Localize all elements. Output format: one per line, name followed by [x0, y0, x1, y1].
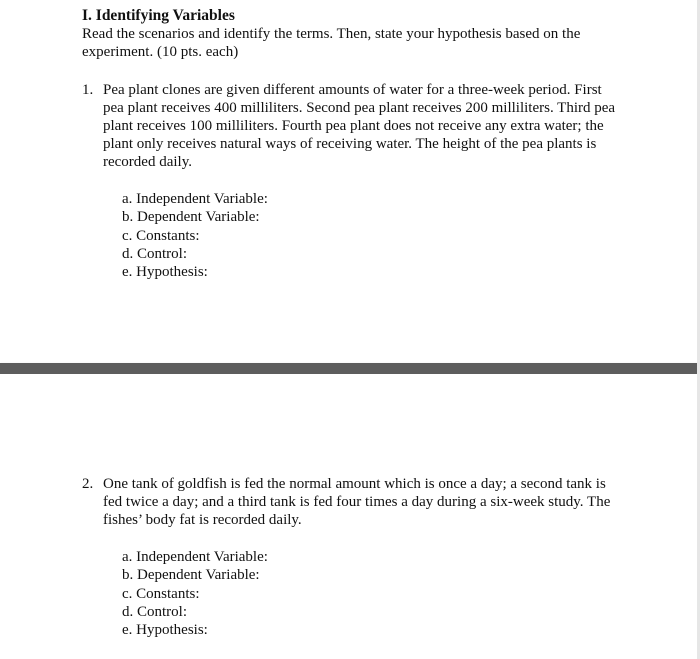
item-dependent-variable: b. Dependent Variable: [122, 567, 260, 584]
item-control: d. Control: [122, 603, 188, 620]
item-hypothesis: e. Hypothesis: [122, 264, 208, 281]
question-number: 2. [82, 476, 94, 492]
item-hypothesis: e. Hypothesis: [122, 622, 208, 639]
item-independent-variable: a. Independent Variable: [122, 549, 268, 565]
page-divider [0, 363, 700, 374]
item-constants: c. Constants: [122, 585, 200, 602]
item-constants: c. Constants: [122, 227, 200, 244]
item-control: d. Control: [122, 245, 188, 262]
section-title: I. Identifying Variables [82, 7, 235, 24]
instructions-text: Read the scenarios and identify the terms. Then, state your hypothesis based on the experiment. (10 pts. each) [82, 26, 581, 60]
item-dependent-variable: b. Dependent Variable: [122, 209, 260, 226]
question-1 [82, 81, 622, 171]
question-number: 1. [82, 82, 94, 98]
item-independent-variable: a. Independent Variable: [122, 191, 268, 207]
question-1-items [122, 190, 268, 281]
question-2-items [122, 548, 268, 639]
question-text: Pea plant clones are given different amounts of water for a three-week period. First pea plant receives 400 milliliters. Second pea plant receives 200 milliliters. Third pea plant receives 100 milliliters. Fourth pea plant does not receive any extra water; the plant only receives natural ways of receiving water. The height of the pea plants is recorded daily. [103, 82, 616, 170]
question-text: One tank of goldfish is fed the normal amount which is once a day; a second tank is fed twice a day; and a third tank is fed four times a day during a six-week study. The fishes’ body fat is recorded daily. [103, 476, 611, 528]
question-2 [82, 475, 622, 529]
